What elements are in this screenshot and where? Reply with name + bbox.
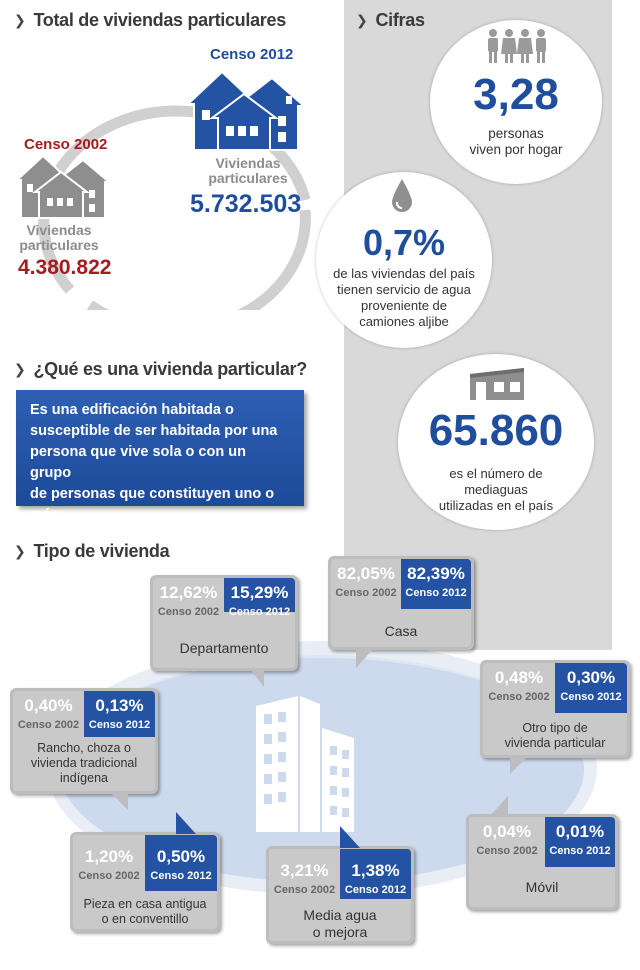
definicion-heading-text: ¿Qué es una vivienda particular? [33, 359, 307, 379]
rancho-2002: 0,40% [24, 696, 73, 715]
bubble-casa: 82,05% Censo 2002 82,39% Censo 2012 Casa [328, 556, 474, 650]
personas-value: 3,28 [473, 70, 559, 119]
otro-tipo-2012: 0,30% [566, 668, 616, 687]
casa-2002: 82,05% [337, 564, 395, 583]
chevron-right-icon: ❯ [14, 543, 26, 559]
censo-2002-year: Censo 2002 [24, 136, 108, 153]
casa-2012: 82,39% [407, 564, 465, 583]
censo-2012-year: Censo 2012 [210, 46, 294, 63]
otro-tipo-label: Otro tipo de vivienda particular [504, 721, 606, 750]
media-agua-label: Media agua o mejora [303, 907, 377, 940]
houses-2012-icon [186, 66, 306, 152]
rancho-label: Rancho, choza o vivienda tradicional indígena [30, 741, 138, 785]
bubble-rancho: 0,40% Censo 2002 0,13% Censo 2012 Rancho, choza o vivienda tradicional indígena [10, 688, 158, 794]
departamento-2012: 15,29% [230, 583, 289, 602]
censo-2012-label: Viviendas particulares [208, 155, 288, 186]
movil-2012: 0,01% [555, 822, 605, 841]
bubble-otro-tipo: 0,48% Censo 2002 0,30% Censo 2012 Otro tipo de vivienda particular [480, 660, 630, 758]
total-heading [14, 10, 286, 31]
pieza-2002: 1,20% [84, 847, 134, 866]
chevron-right-icon: ❯ [14, 12, 26, 28]
tipo-heading-text: Tipo de vivienda [33, 541, 170, 561]
media-agua-2002: 3,21% [280, 861, 329, 880]
casa-label: Casa [384, 623, 418, 639]
censo-2002-value: 4.380.822 [18, 256, 112, 279]
houses-2002-icon [15, 150, 111, 220]
agua-value: 0,7% [362, 222, 446, 263]
pieza-2012: 0,50% [156, 847, 206, 866]
pieza-label: Pieza en casa antigua o en conventillo [83, 897, 207, 926]
mediaguas-text: es el número de mediaguas utilizadas en el país [438, 466, 554, 513]
movil-label: Móvil [525, 879, 559, 895]
personas-text: personas viven por hogar [469, 126, 563, 157]
bubble-departamento: 12,62% Censo 2002 15,29% Censo 2012 Departamento [150, 575, 298, 671]
mediagua-icon [468, 366, 526, 402]
water-drop-icon [390, 178, 414, 214]
censo-2012-value: 5.732.503 [190, 190, 302, 218]
mediaguas-value: 65.860 [428, 406, 564, 455]
bubble-pieza: 1,20% Censo 2002 0,50% Censo 2012 Pieza en casa antigua o en conventillo [70, 832, 220, 932]
agua-text: de las viviendas del país tienen servicio de agua proveniente de camiones aljibe [333, 266, 475, 329]
people-icon [485, 28, 549, 64]
media-agua-2012: 1,38% [351, 861, 400, 880]
otro-tipo-2002: 0,48% [494, 668, 544, 687]
bubble-media-agua: 3,21% Censo 2002 1,38% Censo 2012 Media agua o mejora [266, 846, 414, 944]
chevron-right-icon: ❯ [14, 361, 26, 377]
departamento-label: Departamento [179, 640, 269, 656]
cifras-heading-text: Cifras [375, 10, 425, 30]
tipo-heading [14, 541, 169, 562]
censo-2002-label: Viviendas particulares [19, 222, 99, 253]
cifras-heading [356, 10, 425, 31]
departamento-2002: 12,62% [159, 583, 218, 602]
chevron-right-icon: ❯ [356, 12, 368, 28]
definicion-heading [14, 359, 307, 380]
total-heading-text: Total de viviendas particulares [33, 10, 286, 30]
movil-2002: 0,04% [482, 822, 532, 841]
definicion-box: Es una edificación habitada o susceptible de ser habitada por una persona que vive sola o con un grupo de personas que constituyen uno o más hogares. [16, 390, 304, 506]
bubble-movil: 0,04% Censo 2002 0,01% Censo 2012 Móvil [466, 814, 618, 910]
rancho-2012: 0,13% [95, 696, 144, 715]
